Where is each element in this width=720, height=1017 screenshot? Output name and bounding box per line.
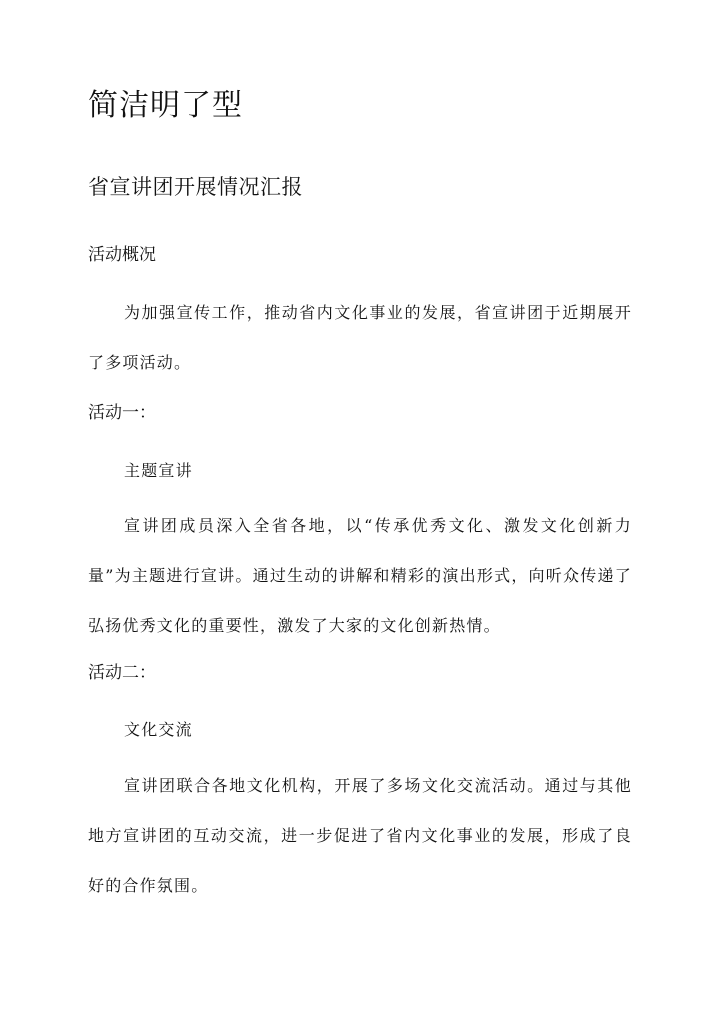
activity-two-name: 文化交流 (124, 720, 193, 739)
activity-two-heading: 活动二： (88, 663, 156, 683)
activity-one-heading: 活动一： (88, 403, 156, 423)
report-subtitle: 省宣讲团开展情况汇报 (88, 175, 303, 199)
overview-paragraph: 为加强宣传工作，推动省内文化事业的发展，省宣讲团于近期展开了多项活动。 (88, 303, 632, 372)
overview-heading: 活动概况 (88, 245, 156, 265)
activity-two-paragraph: 宣讲团联合各地文化机构，开展了多场文化交流活动。通过与其他地方宣讲团的互动交流，进一步促进了省内文化事业的发展，形成了良好的合作氛围。 (88, 776, 632, 895)
page-title: 简洁明了型 (88, 88, 243, 123)
activity-one-name: 主题宣讲 (124, 461, 193, 480)
activity-one-paragraph: 宣讲团成员深入全省各地，以“传承优秀文化、激发文化创新力量”为主题进行宣讲。通过生动的讲解和精彩的演出形式，向听众传递了弘扬优秀文化的重要性，激发了大家的文化创新热情。 (88, 516, 632, 635)
